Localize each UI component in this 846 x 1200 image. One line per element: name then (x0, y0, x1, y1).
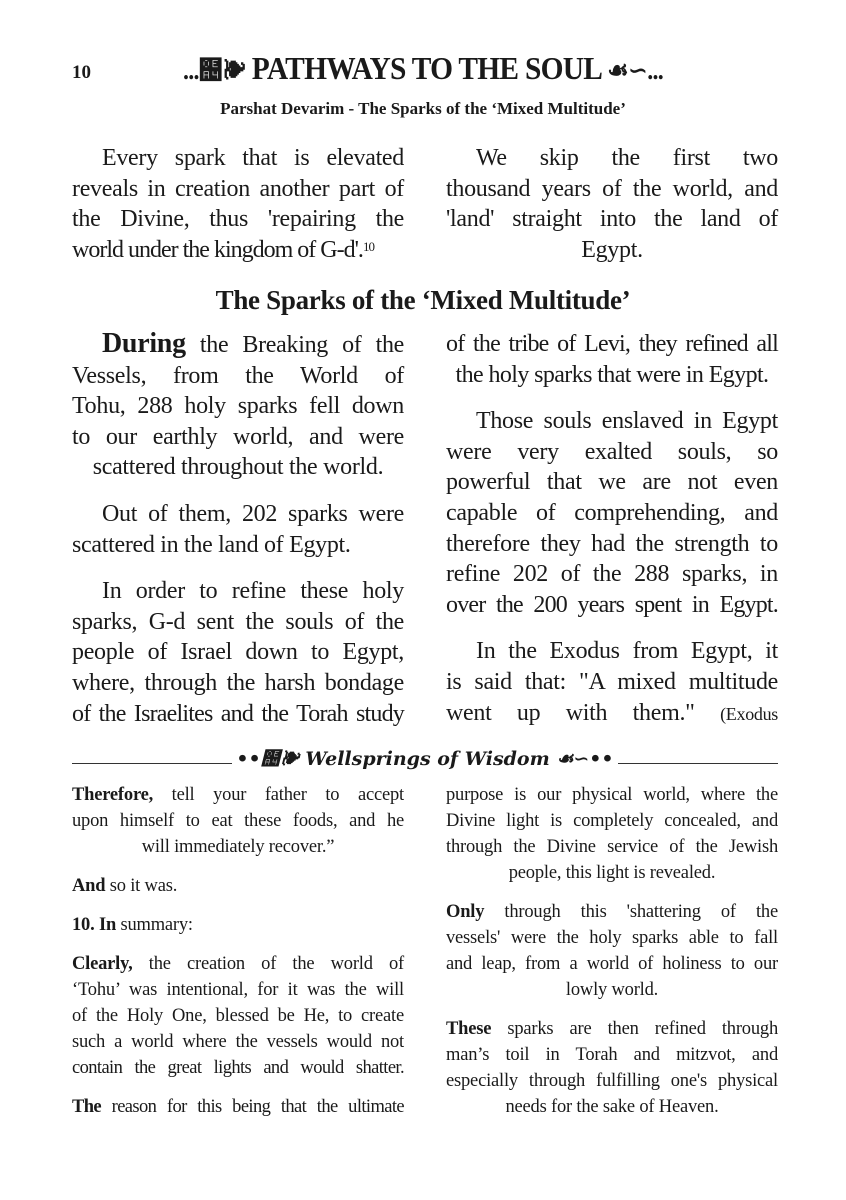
text-line-content: the creation of the world of (132, 954, 404, 974)
text-line: will immediately recover.” (141, 837, 335, 857)
text-line (72, 782, 404, 808)
text-line: Egypt. (581, 236, 643, 263)
paragraph-lead: Only (446, 902, 485, 922)
text-line: were very exalted souls, so (446, 438, 778, 465)
chapter-subtitle: Parshat Devarim - The Sparks of the ‘Mixed Multitude’ (220, 99, 626, 118)
paragraph-lead: Clearly, (72, 954, 133, 974)
text-line: over the 200 years spent in Egypt. (446, 591, 778, 618)
text-line: Out of them, 202 sparks were (102, 500, 404, 527)
text-line: capable of comprehending, and (446, 499, 778, 526)
citation: (Exodus (720, 703, 779, 724)
text-line: through the Divine service of the Jewish (446, 837, 778, 857)
text-line: We skip the first two (476, 145, 778, 171)
text-line-content: went up with them." (446, 699, 695, 726)
text-line: man’s toil in Torah and mitzvot, and (446, 1045, 778, 1065)
text-line: Vessels, from the World of (72, 362, 404, 389)
text-line: people, this light is revealed. (508, 863, 716, 883)
paragraph-lead: The (72, 1097, 102, 1117)
text-line (72, 951, 404, 977)
text-line: 'land' straight into the land of (446, 206, 778, 233)
text-line: scattered throughout the world. (92, 454, 384, 481)
wellsprings-title-wrap (232, 748, 617, 770)
intro-right-column (446, 143, 778, 265)
text-line: sparks, G-d sent the souls of the (72, 608, 404, 635)
wellsprings-left-column (72, 782, 404, 1120)
text-line: therefore they had the strength to (446, 530, 778, 557)
text-line: Those souls enslaved in Egypt (476, 408, 778, 435)
text-line: of the Israelites and the Torah study (72, 700, 404, 727)
text-line-content: the Breaking of the (185, 332, 404, 358)
text-line: refine 202 of the 288 sparks, in (446, 561, 778, 588)
text-line (72, 912, 404, 938)
text-line: Every spark that is elevated (102, 145, 404, 171)
text-line-content: world under the kingdom of G-d'. (72, 236, 363, 263)
text-line: especially through fulfilling one's physical (446, 1071, 778, 1091)
wellsprings-title-box (72, 748, 778, 770)
wellsprings-divider (72, 748, 778, 778)
text-line (446, 899, 778, 925)
text-line: In order to refine these holy (102, 578, 404, 605)
wellsprings-right-column (446, 782, 778, 1120)
text-line (72, 329, 404, 361)
section-heading: The Sparks of the ‘Mixed Multitude’ (215, 285, 631, 315)
text-line: vessels' were the holy sparks able to fall (446, 928, 778, 948)
text-line: thousand years of the world, and (446, 175, 778, 202)
section-left-column (72, 329, 404, 729)
text-line: reveals in creation another part of (72, 175, 404, 202)
wellsprings-title: Wellsprings of Wisdom (305, 748, 550, 770)
page-number: 10 (72, 62, 91, 83)
text-line: of the Holy One, blessed be He, to create (72, 1006, 404, 1026)
text-line: such a world where the vessels would not (72, 1032, 404, 1052)
text-line-content: reason for this being that the ultimate (101, 1097, 404, 1117)
text-line (72, 1094, 404, 1120)
text-line-content: so it was. (105, 876, 178, 896)
ornament-left-icon: ...຤❧ (183, 56, 246, 85)
text-line (446, 698, 778, 730)
text-line: where, through the harsh bondage (72, 669, 404, 696)
text-line: is said that: "A mixed multitude (446, 668, 778, 695)
text-line: upon himself to eat these foods, and he (72, 811, 404, 831)
text-line: to our earthly world, and were (72, 423, 404, 450)
text-line: contain the great lights and would shatter. (72, 1058, 404, 1078)
text-line-content: summary: (116, 915, 193, 935)
section-right-column (446, 329, 778, 729)
paragraph-lead: And (72, 876, 106, 896)
ornament-right-icon: ☙∽... (607, 56, 663, 85)
paragraph-lead: These (446, 1019, 492, 1039)
text-line: the Divine, thus 'repairing the (72, 206, 404, 233)
text-line: scattered in the land of Egypt. (72, 531, 351, 558)
text-line: In the Exodus from Egypt, it (476, 638, 778, 665)
text-line (72, 873, 404, 899)
text-line: of the tribe of Levi, they refined all (446, 331, 778, 357)
intro-left-column (72, 143, 404, 265)
text-line-content: through this 'shattering of the (484, 902, 778, 922)
text-line: Tohu, 288 holy sparks fell down (72, 393, 404, 420)
text-line: purpose is our physical world, where the (446, 785, 778, 805)
text-line: ‘Tohu’ was intentional, for it was the will (72, 980, 404, 1000)
ornament-right-icon: ☙∽•• (556, 748, 614, 770)
text-line-content: tell your father to accept (153, 785, 404, 805)
text-line (446, 1016, 778, 1042)
text-line-content: sparks are then refined through (491, 1019, 778, 1039)
ornament-left-icon: ••຤❧ (236, 748, 299, 770)
text-line: lowly world. (565, 980, 659, 1000)
text-line: needs for the sake of Heaven. (505, 1097, 719, 1117)
text-line: and leap, from a world of holiness to our (446, 954, 778, 974)
paragraph-lead: Therefore, (72, 785, 154, 805)
paragraph-lead: 10. In (72, 915, 117, 935)
text-line: the holy sparks that were in Egypt. (455, 361, 769, 388)
running-title-text: PATHWAYS TO THE SOUL (251, 50, 601, 86)
text-line: powerful that we are not even (446, 469, 778, 496)
paragraph-lead: During (102, 328, 186, 359)
text-line: people of Israel down to Egypt, (72, 639, 404, 666)
footnote-ref: 10 (362, 238, 374, 254)
running-title (153, 50, 692, 87)
text-line (72, 235, 404, 266)
text-line: Divine light is completely concealed, and (446, 811, 778, 831)
